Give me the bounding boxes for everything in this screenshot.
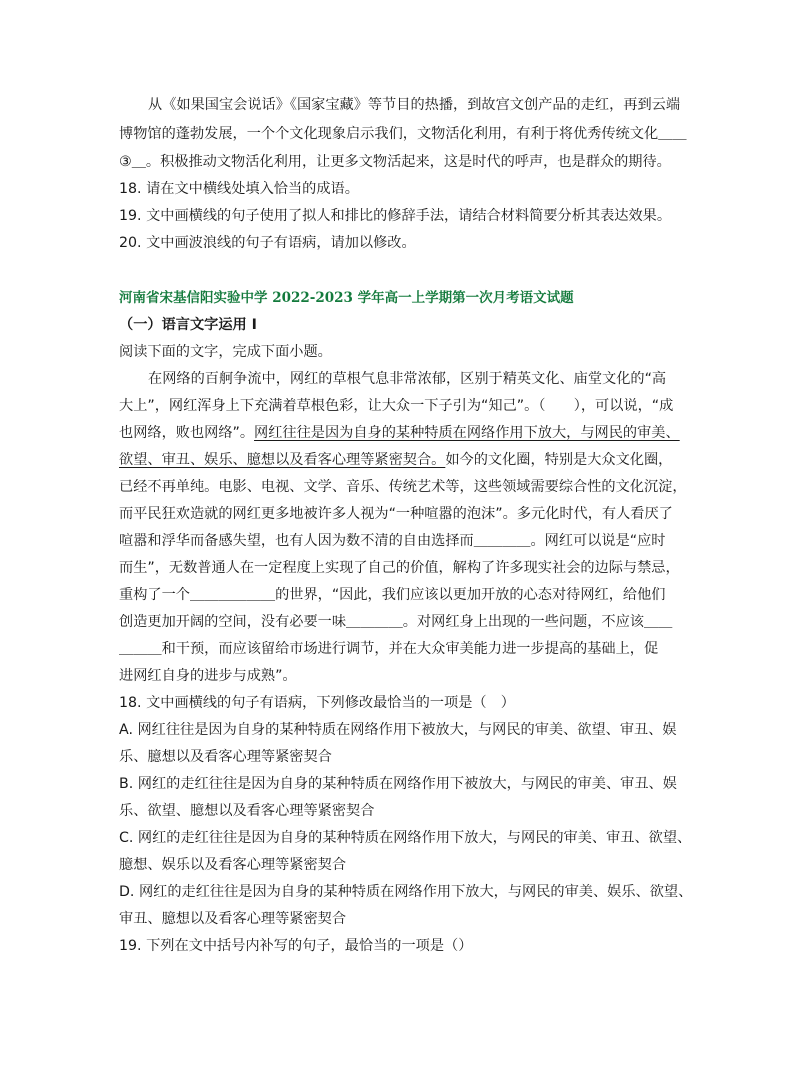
question-18: 18. 请在文中横线处填入恰当的成语。 <box>119 181 359 197</box>
question-20: 20. 文中画波浪线的句子有语病，请加以修改。 <box>119 235 416 251</box>
question-19-mcq: 19. 下列在文中括号内补写的句子，最恰当的一项是（） <box>119 938 473 954</box>
paragraph-line: 博物馆的蓬勃发展，一个个文化现象启示我们，文物活化利用，有利于将优秀传统文化＿＿ <box>119 126 687 142</box>
question-19: 19. 文中画横线的句子使用了拟人和排比的修辞手法，请结合材料简要分析其表达效果。 <box>119 208 672 224</box>
underlined-sentence: 欲望、审丑、娱乐、臆想以及看客心理等紧密契合。 <box>119 452 446 468</box>
passage-line: 进网红自身的进步与成熟”。 <box>119 668 297 684</box>
option-a: A. 网红往往是因为自身的某种特质在网络作用下被放大，与网民的审美、欲望、审丑、娱 <box>119 722 677 738</box>
question-18-mcq: 18. 文中画横线的句子有语病，下列修改最恰当的一项是（ ） <box>119 695 515 711</box>
passage-line: 而平民狂欢造就的网红更多地被许多人视为“一种喧嚣的泡沫”。多元化时代，有人看厌了 <box>119 506 673 522</box>
instruction: 阅读下面的文字，完成下面小题。 <box>119 344 332 360</box>
passage-line: 而生”，无数普通人在一定程度上实现了自己的价值，解构了许多现实社会的边际与禁忌， <box>119 560 680 576</box>
paragraph-line: ③＿。积极推动文物活化利用，让更多文物活起来，这是时代的呼声，也是群众的期待。 <box>119 154 671 170</box>
option-c: C. 网红的走红往往是因为自身的某种特质在网络作用下放大，与网民的审美、审丑、欲望、 <box>119 830 692 846</box>
passage-line: 在网络的百舸争流中，网红的草根气息非常浓郁，区别于精英文化、庙堂文化的“高 <box>148 371 667 387</box>
passage-line: 大上”，网红浑身上下充满着草根色彩，让大众一下子引为“知己”。（ ），可以说，“成 <box>119 398 674 414</box>
passage-line: ＿＿＿和干预，而应该留给市场进行调节，并在大众审美能力进一步提高的基础上，促 <box>119 641 659 657</box>
exam-title: 河南省宋基信阳实验中学 2022-2023 学年高一上学期第一次月考语文试题 <box>119 290 574 306</box>
option-a-cont: 乐、臆想以及看客心理等紧密契合 <box>119 749 332 765</box>
passage-text: 如今的文化圈，特别是大众文化圈， <box>445 452 673 468</box>
passage-line: 已经不再单纯。电影、电视、文学、音乐、传统艺术等，这些领域需要综合性的文化沉淀， <box>119 479 687 495</box>
passage-line: 重构了一个＿＿＿＿＿＿的世界，“因此，我们应该以更加开放的心态对待网红，给他们 <box>119 587 666 603</box>
underlined-sentence: 网红往往是因为自身的某种特质在网络作用下放大，与网民的审美、 <box>254 425 680 441</box>
option-d: D. 网红的走红往往是因为自身的某种特质在网络作用下放大，与网民的审美、娱乐、欲望、 <box>119 884 693 900</box>
passage-line: 喧嚣和浮华而备感失望，也有人因为数不清的自由选择而＿＿＿＿。网红可以说是“应时 <box>119 533 666 549</box>
passage-line <box>119 423 680 443</box>
passage-line: 创造更加开阔的空间，没有必要一味＿＿＿＿。对网红身上出现的一些问题，不应该＿＿ <box>119 614 673 630</box>
paragraph-line: 从《如果国宝会说话》《国家宝藏》等节目的热播，到故宫文创产品的走红，再到云端 <box>148 97 681 113</box>
option-b-cont: 乐、欲望、臆想以及看客心理等紧密契合 <box>119 803 375 819</box>
passage-text: 也网络，败也网络”。 <box>119 425 255 441</box>
option-d-cont: 审丑、臆想以及看客心理等紧密契合 <box>119 911 347 927</box>
option-c-cont: 臆想、娱乐以及看客心理等紧密契合 <box>119 857 347 873</box>
passage-line <box>119 450 672 470</box>
option-b: B. 网红的走红往往是因为自身的某种特质在网络作用下被放大，与网民的审美、审丑、娱 <box>119 776 677 792</box>
section-heading: （一）语言文字运用 I <box>119 317 257 333</box>
